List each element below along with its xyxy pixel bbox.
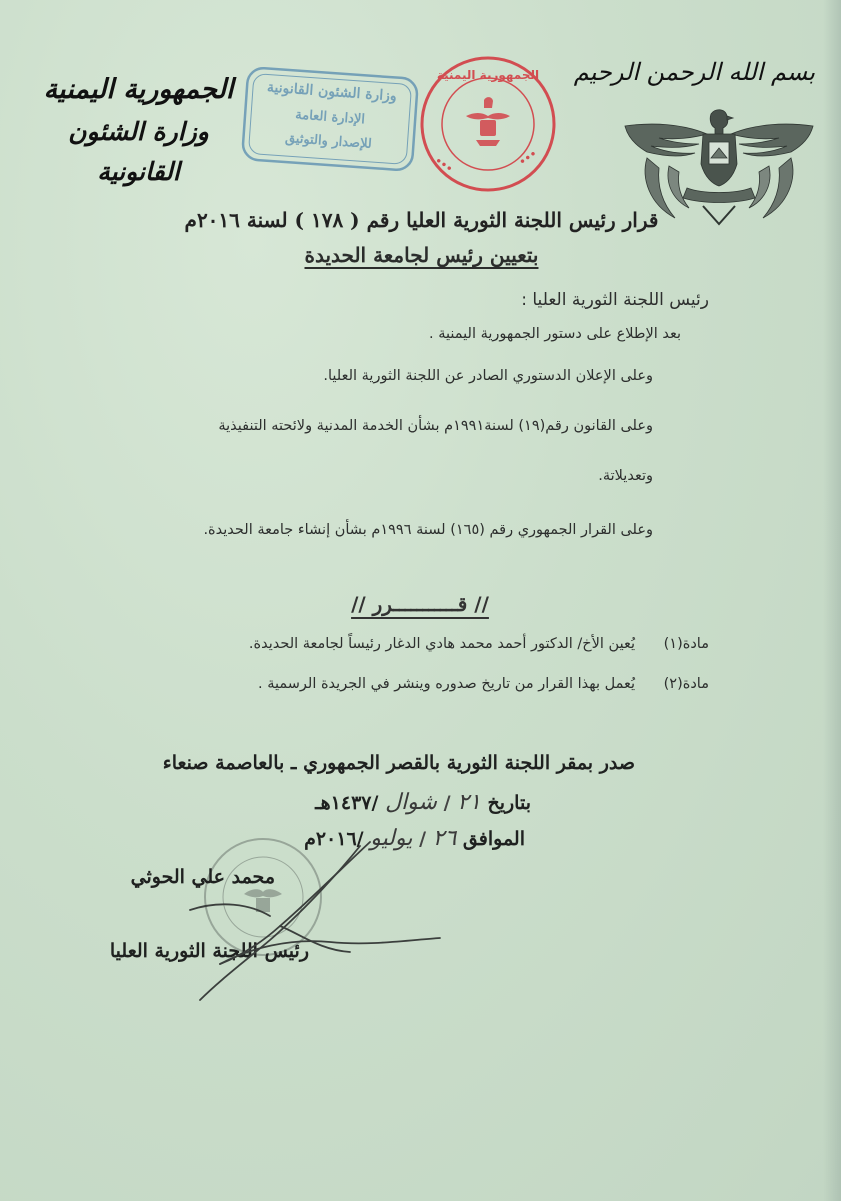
greg-day: ٢٦ xyxy=(432,826,457,851)
greg-month: يوليو xyxy=(370,826,413,851)
stamp-line-2: الإدارة العامة xyxy=(294,107,366,128)
corresponding-label: الموافق xyxy=(462,828,525,850)
handwritten-signature-icon xyxy=(160,830,460,1010)
stamp-line-3: للإصدار والتوثيق xyxy=(284,130,373,152)
article-label: مادة(١) xyxy=(663,636,709,652)
official-seal-red xyxy=(418,54,558,194)
seal-ring-text: الجمهورية اليمنية xyxy=(436,68,540,82)
preamble-line: وتعديلاتة. xyxy=(598,468,653,484)
hijri-day: ٢١ xyxy=(457,790,481,815)
issued-at-line: صدر بمقر اللجنة الثورية بالقصر الجمهوري ـ بالعاصمة صنعاء xyxy=(162,752,635,774)
ministry-stamp-blue xyxy=(239,64,421,174)
article-text: يُعين الأخ/ الدكتور أحمد محمد هادي الدغار رئيساً لجامعة الحديدة. xyxy=(248,636,635,652)
issuer-line: رئيس اللجنة الثورية العليا : xyxy=(521,290,709,310)
republic-name: الجمهورية اليمنية xyxy=(43,74,234,105)
ministry-name: وزارة الشئون القانونية xyxy=(68,117,209,186)
decision-heading xyxy=(300,592,540,616)
stamp-line-1: وزارة الشئون القانونية xyxy=(266,79,398,105)
article-text: يُعمل بهذا القرار من تاريخ صدوره وينشر في الجريدة الرسمية . xyxy=(258,676,635,692)
signatory-name: محمد علي الحوثي xyxy=(130,866,275,888)
hijri-date-line: بتاريخ ٢١ / شوال /١٤٣٧هـ xyxy=(315,790,531,815)
preamble-line: وعلى القرار الجمهوري رقم (١٦٥) لسنة ١٩٩٦م بشأن إنشاء جامعة الحديدة. xyxy=(203,522,653,538)
basmala-heading: بسم الله الرحمن الرحيم xyxy=(573,58,815,86)
svg-text:•••: ••• xyxy=(517,148,540,169)
hijri-month: شوال xyxy=(385,790,437,815)
svg-text:•••: ••• xyxy=(432,155,455,176)
preamble-line: بعد الإطلاع على دستور الجمهورية اليمنية . xyxy=(429,326,681,342)
hijri-year: /١٤٣٧هـ xyxy=(315,792,379,814)
preamble-line: وعلى الإعلان الدستوري الصادر عن اللجنة الثورية العليا. xyxy=(323,368,653,384)
letterhead-left xyxy=(36,68,241,192)
date-label: بتاريخ xyxy=(487,792,531,814)
signatory-title: رئيس اللجنة الثورية العليا xyxy=(109,940,309,962)
decision-heading-text: // قـــــــــــرر // xyxy=(351,592,489,616)
greg-year: /٢٠١٦م xyxy=(304,828,364,850)
article-label: مادة(٢) xyxy=(663,676,709,692)
preamble-line: وعلى القانون رقم(١٩) لسنة١٩٩١م بشأن الخدمة المدنية ولائحته التنفيذية xyxy=(218,418,653,434)
gregorian-date-line: الموافق ٢٦ / يوليو /٢٠١٦م xyxy=(304,826,525,851)
decree-subject-text: بتعيين رئيس لجامعة الحديدة xyxy=(304,243,539,267)
decree-title: قرار رئيس اللجنة الثورية العليا رقم ( ١٧٨ ) لسنة ٢٠١٦م xyxy=(184,208,659,232)
decree-subject xyxy=(200,243,643,267)
